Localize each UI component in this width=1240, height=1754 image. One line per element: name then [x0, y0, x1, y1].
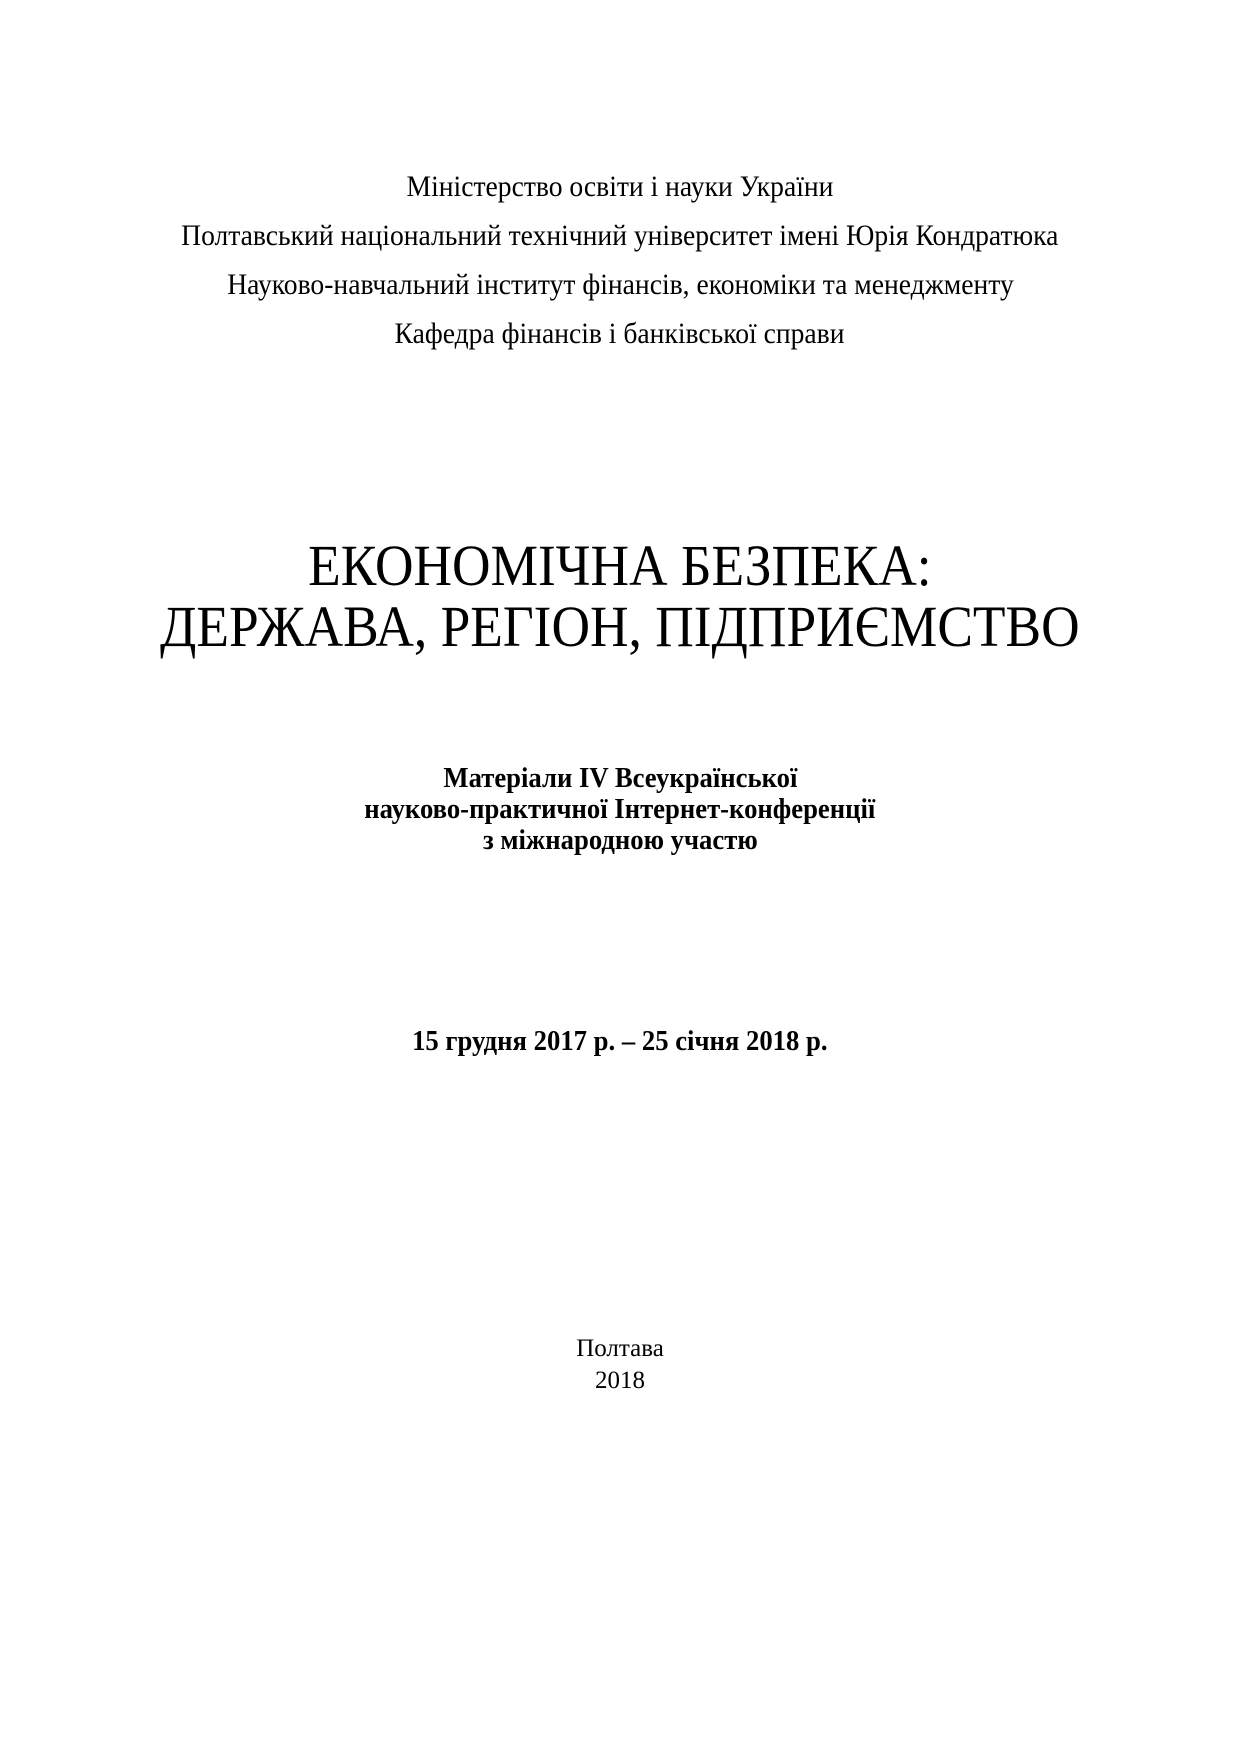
subtitle-text-3: з міжнародною участю — [482, 824, 758, 856]
university-line — [0, 221, 1240, 251]
title-line-2 — [0, 594, 1240, 659]
dates-text: 15 грудня 2017 р. – 25 січня 2018 р. — [412, 1025, 828, 1057]
department-text: Кафедра фінансів і банківської справи — [395, 317, 845, 350]
title-line-1 — [0, 533, 1240, 598]
imprint-year — [0, 1364, 1240, 1397]
institute-line — [0, 270, 1240, 300]
subtitle-text-2: науково-практичної Інтернет-конференції — [364, 793, 876, 825]
page-title-part-1: ЕКОНОМІЧНА БЕЗПЕКА: — [308, 533, 932, 598]
subtitle-text-1: Матеріали IV Всеукраїнської — [443, 762, 797, 794]
city-text: Полтава — [576, 1335, 664, 1362]
year-text: 2018 — [595, 1367, 645, 1394]
ministry-text: Міністерство освіти і науки України — [406, 170, 834, 203]
department-line — [0, 319, 1240, 349]
subtitle-line-3 — [0, 825, 1240, 856]
subtitle-line-1 — [0, 763, 1240, 794]
university-text: Полтавський національний технічний університет імені Юрія Кондратюка — [181, 219, 1059, 252]
conference-dates — [0, 1026, 1240, 1056]
institute-text: Науково-навчальний інститут фінансів, економіки та менеджменту — [226, 268, 1014, 301]
subtitle-line-2 — [0, 794, 1240, 825]
ministry-line — [0, 172, 1240, 202]
imprint-city — [0, 1332, 1240, 1365]
page-title-part-2: ДЕРЖАВА, РЕГІОН, ПІДПРИЄМСТВО — [160, 594, 1080, 659]
